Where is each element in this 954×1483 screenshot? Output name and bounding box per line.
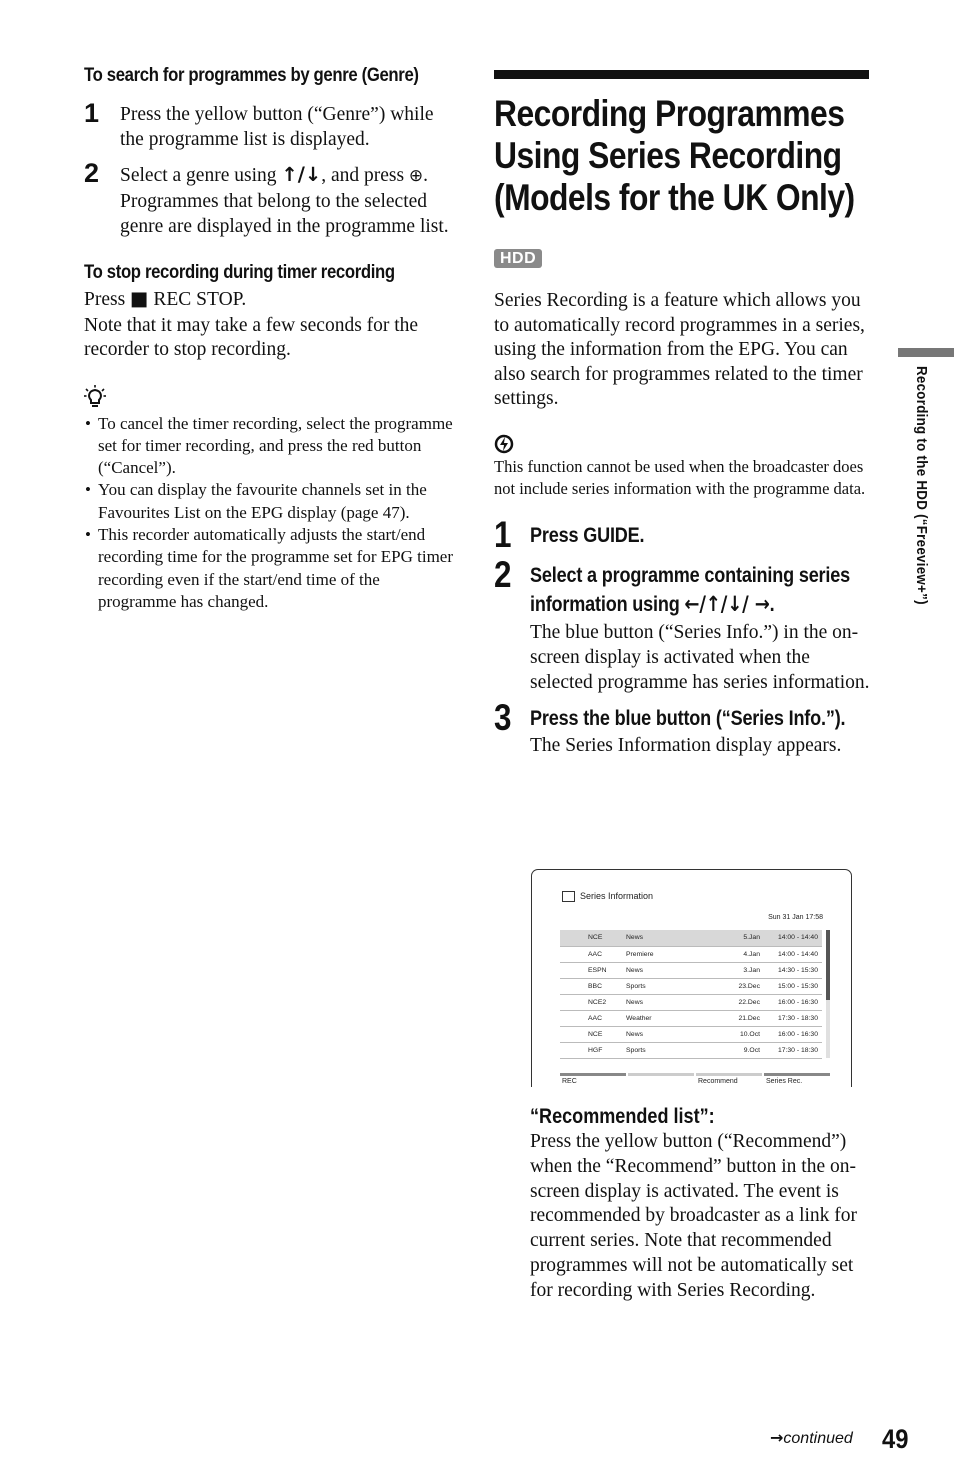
list-item: • You can display the favourite channels set in the Favourites List on the EPG display (page 47).	[84, 479, 460, 524]
table-cell: 4.Jan	[714, 946, 764, 962]
table-cell: AAC	[560, 1010, 622, 1026]
up-down-arrow-icon: ↑/↓	[281, 163, 322, 186]
page-number: 49	[882, 1424, 909, 1454]
stop-press-text: Press	[84, 289, 131, 310]
table-cell: News	[622, 994, 714, 1010]
table-cell: 22.Dec	[714, 994, 764, 1010]
table-cell: ESPN	[560, 962, 622, 978]
continued-label	[770, 1428, 853, 1448]
step-number: 1	[84, 98, 100, 128]
table-cell: NCE	[560, 930, 622, 946]
step-text: The blue button (“Series Info.”) in the on-screen display is activated when the selected programme has series information.	[530, 622, 870, 693]
continued-arrow-icon: →	[770, 1428, 784, 1447]
step-label	[530, 562, 865, 619]
table-cell: 9.Oct	[714, 1042, 764, 1058]
table-cell: 5.Jan	[714, 930, 764, 946]
table-row[interactable]	[560, 1042, 822, 1058]
table-cell: 16:00 - 16:30	[764, 994, 822, 1010]
recommended-section	[530, 1104, 880, 1304]
step-number: 2	[84, 158, 100, 188]
list-item: • This recorder automatically adjusts the start/end recording time for the programme set for EPG timer recording even if the start/end time of the programme has changed.	[84, 524, 460, 613]
table-cell: 21.Dec	[714, 1010, 764, 1026]
step-number: 3	[494, 697, 512, 739]
stop-note: Note that it may take a few seconds for the recorder to stop recording.	[84, 314, 419, 360]
table-cell: 17:30 - 18:30	[764, 1010, 822, 1026]
step-number: 2	[494, 554, 512, 596]
step-label: Press the blue button (“Series Info.”).	[530, 707, 846, 731]
step-label-text: Select a programme containing series information using	[530, 564, 851, 617]
step-text: Select a genre using	[120, 165, 282, 186]
side-tab-label: Recording to the HDD (“Freeview+”)	[913, 366, 929, 605]
series-step-3	[494, 697, 870, 759]
stop-square-icon: ■	[130, 287, 149, 310]
table-row[interactable]	[560, 962, 822, 978]
step-label: Press GUIDE.	[530, 524, 645, 548]
recommended-heading: “Recommended list”:	[530, 1105, 715, 1128]
table-cell: HGF	[560, 1042, 622, 1058]
table-cell: 10.Oct	[714, 1026, 764, 1042]
table-cell: 14:30 - 15:30	[764, 962, 822, 978]
green-button-bar	[628, 1073, 694, 1076]
hdd-badge: HDD	[494, 249, 542, 268]
table-row[interactable]	[560, 1026, 822, 1042]
screen-date: Sun 31 Jan 17:58	[768, 914, 823, 921]
genre-step-2	[84, 158, 460, 239]
stop-heading: To stop recording during timer recording	[84, 262, 395, 283]
scrollbar-thumb	[826, 930, 830, 1000]
yellow-button-bar	[696, 1073, 762, 1076]
red-button-bar	[560, 1073, 626, 1076]
list-item: • To cancel the timer recording, select the programme set for timer recording, and press the red button (“Cancel”).	[84, 413, 460, 480]
recommended-text: Press the yellow button (“Recommend”) when the “Recommend” button in the on-screen display is activated. The event is recommended by broadcaster as a link for current series. Note that recommended programmes will not be automatically set for recording with Series Recording.	[530, 1131, 858, 1301]
arrow-keys-icon: ←/↑/↓/ →	[684, 592, 770, 617]
table-cell: 14:00 - 14:40	[764, 930, 822, 946]
table-row[interactable]	[560, 1010, 822, 1026]
table-cell: Sports	[622, 1042, 714, 1058]
table-cell: News	[622, 962, 714, 978]
enter-button-icon: ⊕	[408, 166, 424, 186]
step-text: . Programmes that belong to the selected genre are displayed in the programme list.	[120, 165, 449, 237]
tips-list	[84, 413, 460, 614]
left-column	[84, 62, 460, 613]
stop-press-text: REC STOP.	[148, 289, 247, 310]
stop-press	[84, 287, 460, 313]
table-row[interactable]	[560, 994, 822, 1010]
scrollbar	[826, 930, 830, 1058]
table-cell: 14:00 - 14:40	[764, 946, 822, 962]
blue-button-bar	[764, 1073, 830, 1076]
table-row[interactable]	[560, 946, 822, 962]
table-cell: 3.Jan	[714, 962, 764, 978]
series-step-1	[494, 514, 870, 556]
section-title: Recording Programmes Using Series Recording (Models for the UK Only)	[494, 93, 855, 218]
table-row[interactable]	[560, 930, 822, 946]
genre-heading: To search for programmes by genre (Genre)	[84, 65, 419, 86]
series-rec-button-label: Series Rec.	[766, 1078, 803, 1085]
color-button-bar	[560, 1073, 830, 1077]
title-rule	[494, 70, 869, 79]
table-cell: 16:00 - 16:30	[764, 1026, 822, 1042]
table-cell: 15:00 - 15:30	[764, 978, 822, 994]
table-cell: Premiere	[622, 946, 714, 962]
series-table	[560, 930, 822, 1059]
step-text: , and press	[321, 165, 409, 186]
list-icon	[562, 891, 575, 902]
table-cell: News	[622, 1026, 714, 1042]
series-information-screen	[531, 869, 852, 1087]
step-text: Press the yellow button (“Genre”) while the programme list is displayed.	[120, 104, 434, 150]
series-step-2	[494, 554, 870, 695]
step-text: The Series Information display appears.	[530, 735, 842, 757]
side-tab-marker	[898, 348, 954, 357]
table-cell: NCE	[560, 1026, 622, 1042]
intro-text: Series Recording is a feature which allows you to automatically record programmes in a series, using the information from the EPG. You can also search for programmes related to the timer settings.	[494, 290, 865, 409]
step-label-text: .	[769, 593, 775, 617]
step-number: 1	[494, 514, 512, 556]
table-cell: NCE2	[560, 994, 622, 1010]
table-cell: 23.Dec	[714, 978, 764, 994]
screen-title: Series Information	[580, 891, 654, 901]
note-icon	[494, 434, 514, 454]
rec-button-label: REC	[562, 1078, 577, 1085]
table-cell: BBC	[560, 978, 622, 994]
note-text: This function cannot be used when the broadcaster does not include series information with the programme data.	[494, 456, 866, 499]
lightbulb-icon	[84, 385, 106, 409]
continued-text: continued	[783, 1430, 853, 1447]
table-cell: News	[622, 930, 714, 946]
genre-step-1	[84, 98, 460, 152]
table-cell: 17:30 - 18:30	[764, 1042, 822, 1058]
table-row[interactable]	[560, 978, 822, 994]
table-cell: Sports	[622, 978, 714, 994]
table-cell: Weather	[622, 1010, 714, 1026]
recommend-button-label: Recommend	[698, 1078, 738, 1085]
right-column	[494, 70, 870, 759]
table-cell: AAC	[560, 946, 622, 962]
